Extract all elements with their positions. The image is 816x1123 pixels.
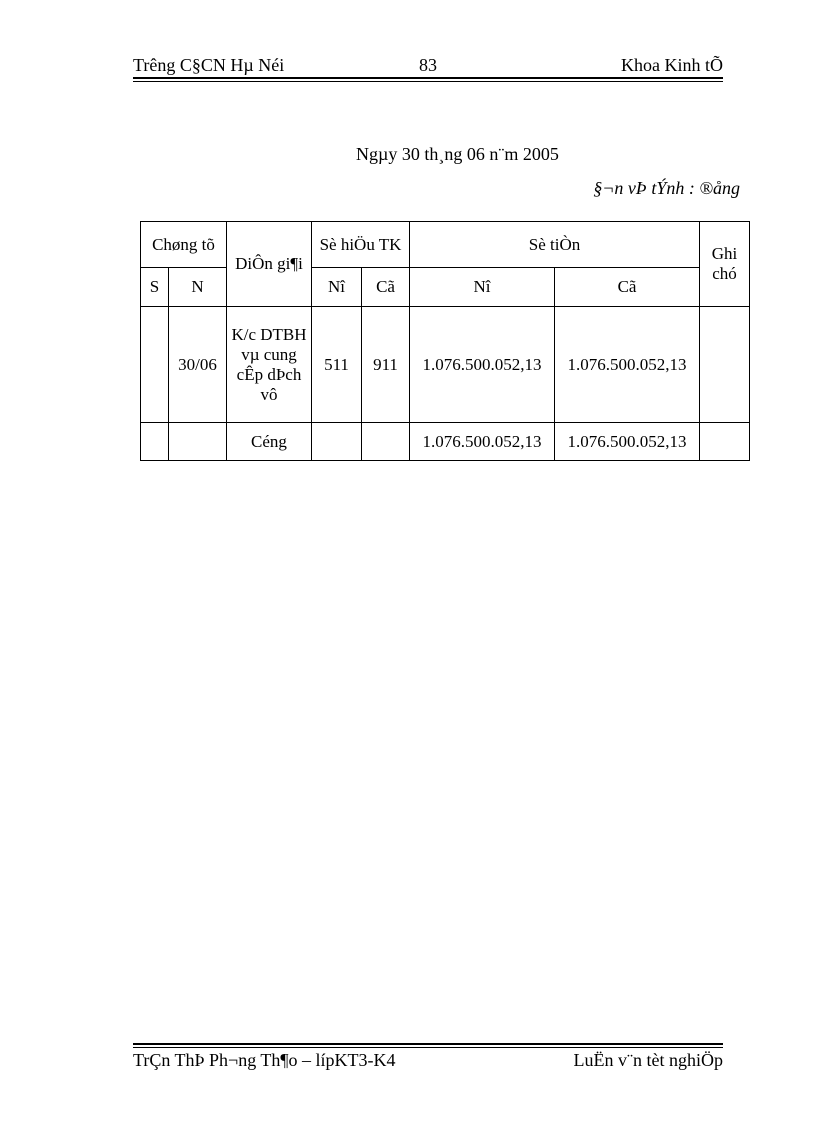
col-header-amount: Sè tiÒn [410,222,700,268]
col-header-debit-account: Nî [312,268,362,307]
cell-debit-amount: 1.076.500.052,13 [410,307,555,423]
total-cell-credit-account [362,423,410,461]
cell-debit-account: 511 [312,307,362,423]
page-header [133,50,723,80]
table-row [141,307,750,423]
col-header-credit-amount: Cã [555,268,700,307]
col-header-account: Sè hiÖu TK [312,222,410,268]
col-header-s: S [141,268,169,307]
total-cell-note [700,423,750,461]
col-header-note: Ghi chó [700,222,750,307]
unit-line: §¬n vÞ tÝnh : ®ång [593,178,740,198]
ledger-table [140,221,750,461]
cell-s [141,307,169,423]
header-row-1 [141,222,750,268]
total-cell-debit-account [312,423,362,461]
header-page-number: 83 [419,55,437,75]
col-header-debit-amount: Nî [410,268,555,307]
cell-date: 30/06 [169,307,227,423]
footer-rule-top [133,1043,723,1045]
col-header-credit-account: Cã [362,268,410,307]
col-header-description: DiÔn gi¶i [227,222,312,307]
col-header-voucher: Chøng tõ [141,222,227,268]
total-label: Céng [227,423,312,461]
total-cell-n [169,423,227,461]
date-line: Ngµy 30 th¸ng 06 n¨m 2005 [356,144,559,164]
header-school: Trêng C§CN Hµ Néi [133,55,285,75]
page-footer [133,1050,723,1076]
cell-credit-amount: 1.076.500.052,13 [555,307,700,423]
total-row [141,423,750,461]
total-credit-amount: 1.076.500.052,13 [555,423,700,461]
header-rule-top [133,77,723,79]
header-faculty: Khoa Kinh tÕ [621,55,723,75]
total-debit-amount: 1.076.500.052,13 [410,423,555,461]
col-header-n: N [169,268,227,307]
footer-rule-bottom [133,1047,723,1048]
cell-credit-account: 911 [362,307,410,423]
cell-note [700,307,750,423]
footer-author: TrÇn ThÞ Ph¬ng Th¶o – lípKT3-K4 [133,1050,396,1070]
footer-thesis-label: LuËn v¨n tèt nghiÖp [573,1050,723,1070]
cell-description: K/c DTBH vµ cung cÊp dÞch vô [227,307,312,423]
total-cell-s [141,423,169,461]
header-rule-bottom [133,81,723,82]
